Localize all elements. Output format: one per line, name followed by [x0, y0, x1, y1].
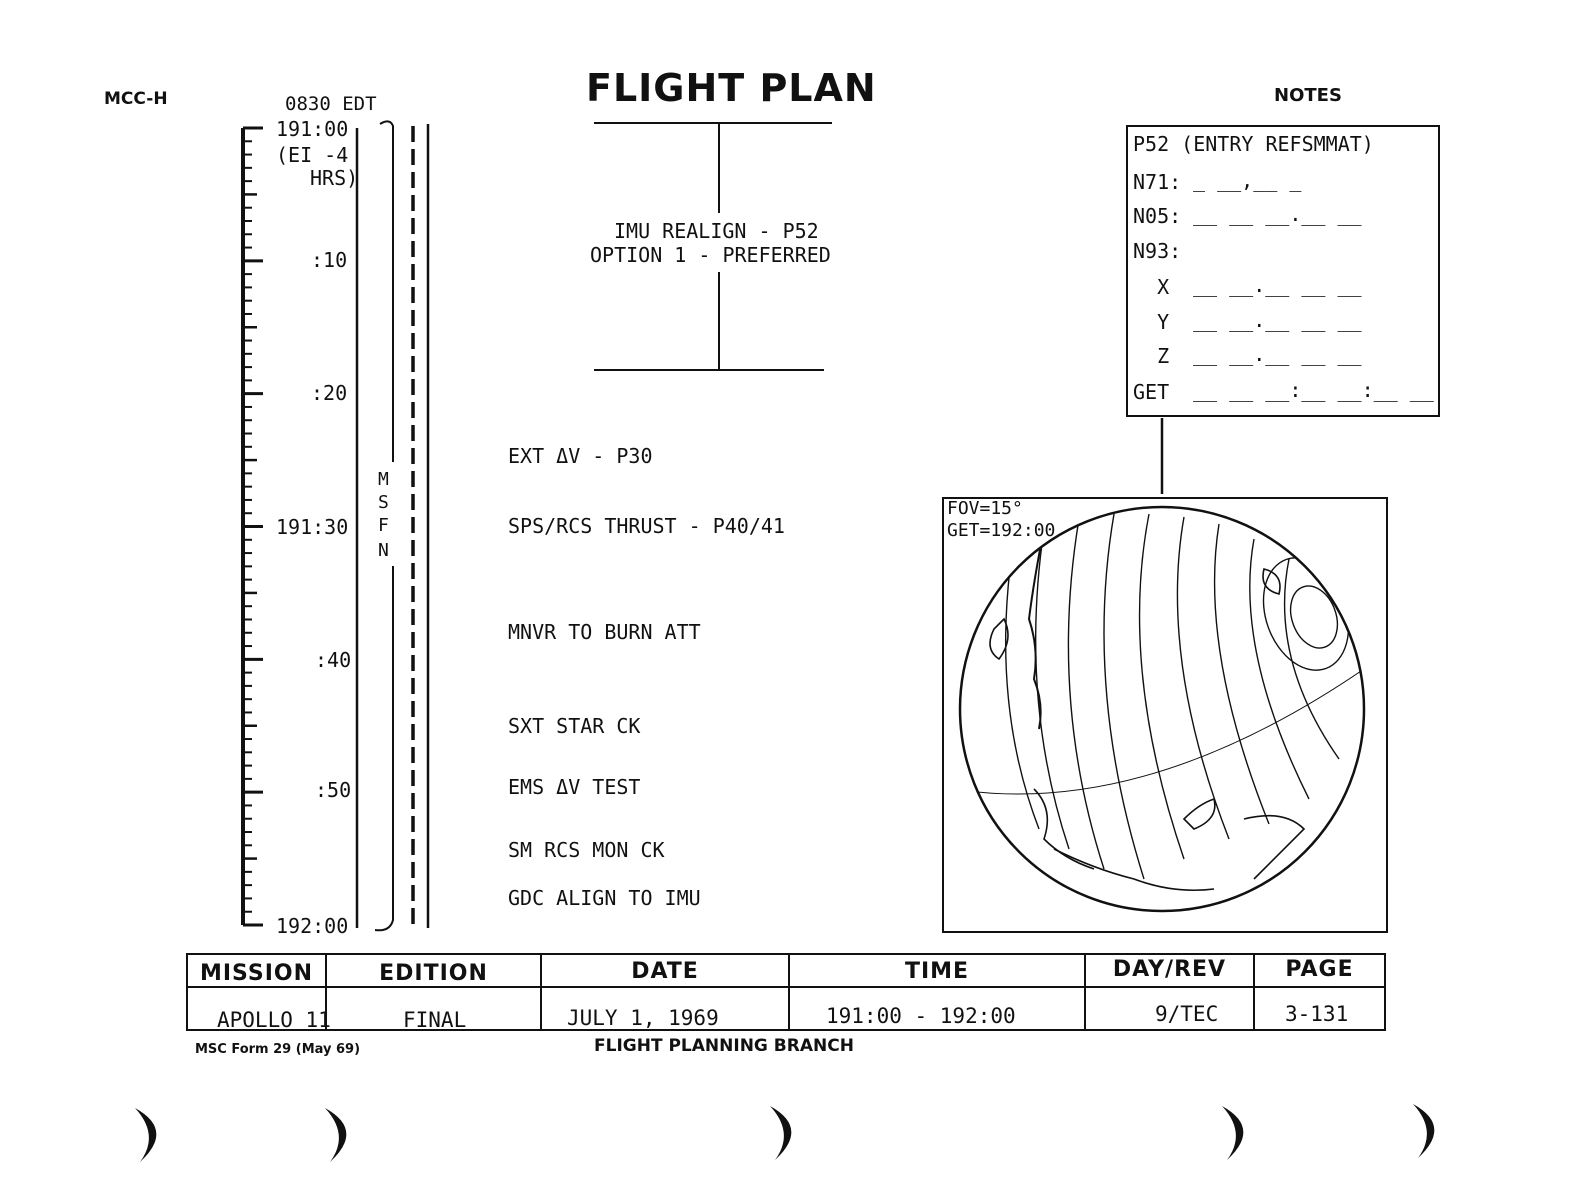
activity-item: MNVR TO BURN ATT: [508, 620, 701, 644]
msfn-letter: S: [378, 492, 389, 513]
footer-value-edition: FINAL: [403, 1008, 467, 1032]
notes-row-blank: __ __ __:__ __:__ __: [1193, 378, 1434, 402]
footer-value-date: JULY 1, 1969: [567, 1006, 719, 1030]
notes-row-label: N05:: [1133, 204, 1182, 228]
activity-item: GDC ALIGN TO IMU: [508, 886, 701, 910]
earth-view-get: GET=192:00: [947, 520, 1056, 541]
msfn-letter: F: [378, 515, 389, 536]
timeline-mark: :50: [315, 778, 352, 802]
notes-row-label: N71:: [1133, 170, 1182, 194]
earth-view-fov: FOV=15°: [947, 498, 1023, 519]
binder-hole: [325, 1108, 346, 1162]
footer-header: DAY/REV: [1112, 957, 1227, 982]
station-label: MCC-H: [104, 89, 168, 109]
footer-value-time: 191:00 - 192:00: [826, 1004, 1016, 1028]
timeline-mark: :20: [311, 381, 348, 405]
notes-row-label: Z: [1133, 344, 1170, 368]
binder-hole: [135, 1108, 156, 1162]
imu-realign-line2: OPTION 1 - PREFERRED: [590, 243, 831, 267]
ei-note-line1: (EI -4: [276, 143, 349, 167]
notes-box-title: P52 (ENTRY REFSMMAT): [1133, 132, 1374, 156]
activity-item: SXT STAR CK: [508, 714, 641, 738]
footer-header: PAGE: [1285, 957, 1354, 982]
footer-header: DATE: [631, 959, 699, 984]
binder-hole: [770, 1106, 791, 1160]
footer-value-dayrev: 9/TEC: [1155, 1002, 1219, 1026]
notes-row-blank: _ __,__ _: [1193, 168, 1302, 192]
binder-hole: [1413, 1104, 1434, 1158]
timeline-mark: :10: [311, 248, 348, 272]
notes-row-blank: __ __.__ __ __: [1193, 273, 1362, 297]
timeline-mark: :40: [315, 648, 352, 672]
msfn-bracket-bottom: [375, 566, 393, 930]
timeline-end-label: 192:00: [276, 914, 349, 938]
footer-value-mission: APOLLO 11: [217, 1008, 331, 1032]
msfn-letter: N: [378, 540, 389, 561]
page-title: FLIGHT PLAN: [586, 66, 877, 110]
notes-row-blank: __ __.__ __ __: [1193, 308, 1362, 332]
footer-table-divider: [186, 986, 1386, 988]
footer-header: TIME: [904, 959, 970, 984]
timeline-mark: 191:30: [276, 515, 349, 539]
local-time: 0830 EDT: [285, 93, 377, 115]
notes-row-label: X: [1133, 275, 1170, 299]
earth-globe-image: [944, 499, 1384, 929]
notes-row-label: N93:: [1133, 239, 1182, 263]
binder-hole: [1222, 1106, 1243, 1160]
notes-row-label: Y: [1133, 310, 1170, 334]
footer-header: EDITION: [379, 961, 488, 986]
binder-holes: [0, 1090, 1573, 1170]
branch-label: FLIGHT PLANNING BRANCH: [594, 1036, 854, 1056]
footer-value-page: 3-131: [1285, 1002, 1349, 1026]
activity-item: EMS ΔV TEST: [508, 775, 641, 799]
msfn-bracket-top: [380, 121, 393, 462]
activity-item: SM RCS MON CK: [508, 838, 665, 862]
ei-note-line2: HRS): [310, 166, 359, 190]
notes-label: NOTES: [1274, 85, 1342, 106]
form-number: MSC Form 29 (May 69): [195, 1042, 361, 1057]
msfn-letter: M: [378, 469, 389, 490]
notes-row-blank: __ __ __.__ __: [1193, 202, 1362, 226]
notes-row-blank: __ __.__ __ __: [1193, 342, 1362, 366]
activity-item: EXT ΔV - P30: [508, 444, 653, 468]
activity-item: SPS/RCS THRUST - P40/41: [508, 514, 785, 538]
notes-row-label: GET: [1133, 380, 1170, 404]
timeline-start-label: 191:00: [276, 117, 349, 141]
imu-realign-line1: IMU REALIGN - P52: [614, 219, 819, 243]
footer-header: MISSION: [199, 961, 314, 986]
